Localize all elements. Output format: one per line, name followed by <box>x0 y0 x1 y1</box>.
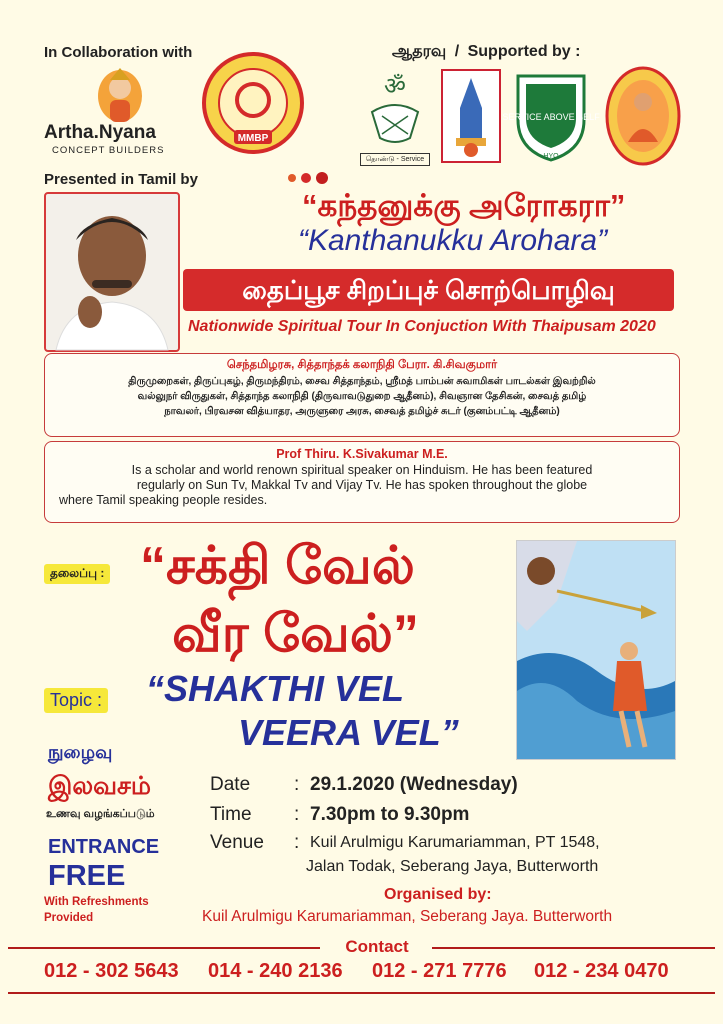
support-tamil: ஆதரவு <box>392 43 447 60</box>
support-heading <box>392 42 580 62</box>
date-label: Date <box>210 774 251 795</box>
banner-tamil: தைப்பூச சிறப்புச் சொற்பொழிவு <box>242 275 615 305</box>
time-colon: : <box>294 804 300 825</box>
contact-divider-left <box>8 947 320 949</box>
support-sep: / <box>454 43 460 60</box>
service-above-self: SERVICE ABOVE SELF <box>502 112 600 122</box>
hyo-shield-logo <box>502 70 600 162</box>
date-value: 29.1.2020 (Wednesday) <box>310 774 518 795</box>
murugan-icon <box>88 66 152 128</box>
support-label: Supported by : <box>467 43 581 60</box>
speaker-tamil-line2: வல்லுநர் விருதுகள், சித்தாந்த கலாநிதி (திருவாவடுதுறை ஆதீனம்), சிவஞான தேசிகன், சைவத் தமிழ் <box>137 391 587 402</box>
entrance-en2: FREE <box>48 860 126 892</box>
murugan-vel-icon <box>517 541 675 759</box>
artha-logo <box>44 122 156 144</box>
topic-en-label: Topic : <box>44 688 108 713</box>
speaker-tamil-name: செந்தமிழரசு, சித்தாந்தக் கலாநிதி பேரா. கி.சிவகுமார் <box>226 359 498 371</box>
mmbp-logo <box>200 52 306 154</box>
contact-number: 012 - 271 7776 <box>372 960 507 982</box>
title-english: “Kanthanukku Arohara” <box>298 224 608 257</box>
speaker-en-line2: regularly on Sun Tv, Makkal Tv and Vijay Tv. He has spoken throughout the globe <box>136 478 588 492</box>
service-logo <box>360 68 430 164</box>
svg-text:ॐ: ॐ <box>384 72 406 100</box>
saint-logo <box>604 66 682 166</box>
speaker-en-line3: where Tamil speaking people resides. <box>59 493 268 507</box>
om-hands-icon <box>360 68 430 148</box>
topic-en-line1: “SHAKTHI VEL <box>146 668 405 709</box>
organiser-label: Organised by: <box>384 886 492 903</box>
speaker-tamil-line1: திருமுறைகள், திருப்புகழ், திருமந்திரம், சைவ சித்தாந்தம், ஸ்ரீமத் பாம்பன் சுவாமிகள் பாடல்கள் இவற்றில் <box>128 376 596 387</box>
speaker-tamil-box <box>44 353 680 437</box>
thaipusam-banner <box>183 269 674 311</box>
entrance-en1: ENTRANCE <box>48 836 160 858</box>
speaker-portrait-icon <box>46 194 178 350</box>
collab-label: In Collaboration with <box>44 44 193 61</box>
contact-label: Contact <box>345 937 409 956</box>
topic-tamil-line2: வீர வேல்” <box>172 605 419 663</box>
speaker-en-line1: Is a scholar and world renown spiritual speaker on Hinduism. He has been featured <box>131 463 593 477</box>
hyo-text: HYO <box>543 153 559 160</box>
topic-en-line2: VEERA VEL” <box>238 712 459 753</box>
entrance-en4: Provided <box>44 912 94 924</box>
entrance-tamil1: நுழைவு <box>48 742 113 762</box>
decor-dots-icon <box>286 170 334 186</box>
entrance-tamil3: உணவு வழங்கப்படும் <box>46 808 155 820</box>
speaker-tamil-line3: நாவலர், பிரவசன வித்யாதர, அருளுரை அரசு, சைவத் தமிழ்ச் சுடர் (குனம்பட்டி ஆதீனம்) <box>164 406 560 417</box>
contact-number: 012 - 302 5643 <box>44 960 179 982</box>
entrance-en3: With Refreshments <box>44 896 149 908</box>
venue-colon: : <box>294 832 300 853</box>
contact-divider-right <box>432 947 715 949</box>
tour-text: Nationwide Spiritual Tour In Conjuction With Thaipusam 2020 <box>188 318 656 335</box>
temple-logo <box>440 68 502 164</box>
time-value: 7.30pm to 9.30pm <box>310 804 470 825</box>
time-label: Time <box>210 804 252 825</box>
venue-line1: Kuil Arulmigu Karumariamman, PT 1548, <box>310 834 600 851</box>
bottom-divider <box>8 992 715 994</box>
speaker-en-name: Prof Thiru. K.Sivakumar M.E. <box>276 447 448 461</box>
artha-logo-text: Artha.Nyana <box>44 122 156 143</box>
artha-logo-sub: CONCEPT BUILDERS <box>52 145 165 156</box>
topic-tamil-label: தலைப்பு : <box>44 564 110 584</box>
venue-line2: Jalan Todak, Seberang Jaya, Butterworth <box>306 858 599 875</box>
contact-number: 012 - 234 0470 <box>534 960 669 982</box>
service-logo-text: தொண்டு - Service <box>360 153 430 166</box>
contact-number: 014 - 240 2136 <box>208 960 343 982</box>
organiser-name: Kuil Arulmigu Karumariamman, Seberang Jaya. Butterworth <box>202 908 613 925</box>
mmbp-logo-text: MMBP <box>237 133 269 144</box>
speaker-photo <box>44 192 180 352</box>
date-colon: : <box>294 774 300 795</box>
vel-illustration <box>516 540 676 760</box>
entrance-tamil2: இலவசம் <box>48 772 151 800</box>
venue-label: Venue <box>210 832 264 853</box>
topic-tamil-line1: “சக்தி வேல் <box>140 537 415 595</box>
title-tamil: “கந்தனுக்கு அரோகரா” <box>302 188 626 223</box>
speaker-en-box <box>44 441 680 523</box>
presented-label: Presented in Tamil by <box>44 171 198 188</box>
